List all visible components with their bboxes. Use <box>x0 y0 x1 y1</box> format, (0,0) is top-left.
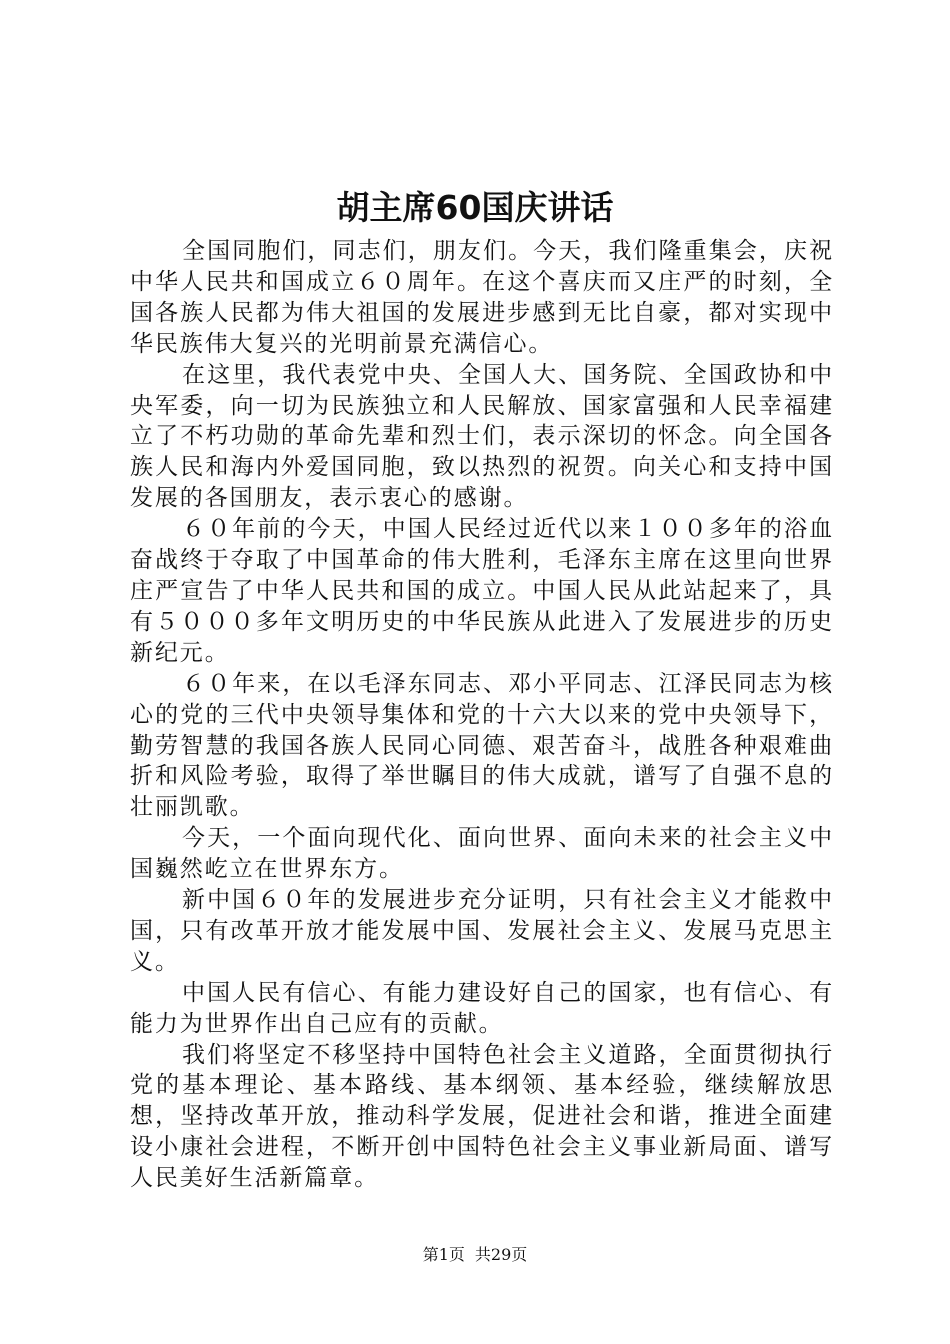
document-body <box>130 236 834 1194</box>
page-footer <box>0 1244 950 1266</box>
page-number-current: 第1页 <box>422 1245 465 1264</box>
paragraph-2: 在这里，我代表党中央、全国人大、国务院、全国政协和中央军委，向一切为民族独立和人民解放、国家富强和人民幸福建立了不朽功勋的革命先辈和烈士们，表示深切的怀念。向全国各族人民和海内外爱国同胞，致以热烈的祝贺。向关心和支持中国发展的各国朋友，表示衷心的感谢。 <box>130 361 834 512</box>
page-number-total: 共29页 <box>474 1245 528 1264</box>
paragraph-8: 我们将坚定不移坚持中国特色社会主义道路，全面贯彻执行党的基本理论、基本路线、基本纲领、基本经验，继续解放思想，坚持改革开放，推动科学发展，促进社会和谐，推进全面建设小康社会进程，不断开创中国特色社会主义事业新局面、谱写人民美好生活新篇章。 <box>130 1041 834 1192</box>
paragraph-7: 中国人民有信心、有能力建设好自己的国家，也有信心、有能力为世界作出自己应有的贡献。 <box>130 979 834 1037</box>
paragraph-4: ６０年来，在以毛泽东同志、邓小平同志、江泽民同志为核心的党的三代中央领导集体和党的十六大以来的党中央领导下，勤劳智慧的我国各族人民同心同德、艰苦奋斗，战胜各种艰难曲折和风险考验，取得了举世瞩目的伟大成就，谱写了自强不息的壮丽凯歌。 <box>130 670 834 821</box>
paragraph-6: 新中国６０年的发展进步充分证明，只有社会主义才能救中国，只有改革开放才能发展中国、发展社会主义、发展马克思主义。 <box>130 887 834 975</box>
paragraph-1: 全国同胞们，同志们，朋友们。今天，我们隆重集会，庆祝中华人民共和国成立６０周年。在这个喜庆而又庄严的时刻，全国各族人民都为伟大祖国的发展进步感到无比自豪，都对实现中华民族伟大复兴的光明前景充满信心。 <box>130 238 834 357</box>
paragraph-5: 今天，一个面向现代化、面向世界、面向未来的社会主义中国巍然屹立在世界东方。 <box>130 825 834 883</box>
paragraph-3: ６０年前的今天，中国人民经过近代以来１００多年的浴血奋战终于夺取了中国革命的伟大胜利，毛泽东主席在这里向世界庄严宣告了中华人民共和国的成立。中国人民从此站起来了，具有５０００多年文明历史的中华民族从此进入了发展进步的历史新纪元。 <box>130 516 834 666</box>
document-title: 胡主席60国庆讲话 <box>336 188 614 227</box>
